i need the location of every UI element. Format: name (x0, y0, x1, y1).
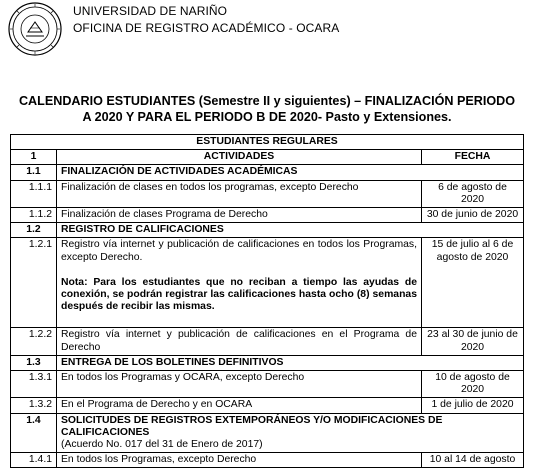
calendar-table (10, 134, 524, 468)
section-title: REGISTRO DE CALIFICACIONES (57, 223, 524, 238)
table-row (11, 238, 524, 328)
table-header-row (11, 150, 524, 165)
header-date: FECHA (422, 150, 524, 165)
table-row (11, 398, 524, 413)
row-activity: En todos los Programas, excepto Derecho (57, 453, 422, 468)
institution-name: UNIVERSIDAD DE NARIÑO (73, 4, 228, 18)
section-row (11, 413, 524, 453)
table-row (11, 371, 524, 398)
section-title: FINALIZACIÓN DE ACTIVIDADES ACADÉMICAS (57, 165, 524, 180)
row-date: 1 de julio de 2020 (422, 398, 524, 413)
row-date: 15 de julio al 6 de agosto de 2020 (422, 238, 524, 328)
row-number: 1.4.1 (11, 453, 57, 468)
document-title (0, 93, 534, 125)
row-activity-cell (57, 238, 422, 328)
row-activity: En el Programa de Derecho y en OCARA (57, 398, 422, 413)
table-row (11, 453, 524, 468)
section-row (11, 223, 524, 238)
section-title: ENTREGA DE LOS BOLETINES DEFINITIVOS (57, 355, 524, 370)
section-title-cell (57, 413, 524, 453)
university-seal-icon (8, 2, 62, 56)
row-date: 23 al 30 de junio de 2020 (422, 328, 524, 355)
row-date: 6 de agosto de 2020 (422, 180, 524, 207)
section-number: 1.1 (11, 165, 57, 180)
table-row (11, 208, 524, 223)
row-date: 10 de agosto de 2020 (422, 371, 524, 398)
row-activity: Registro vía internet y publicación de calificaciones en el Programa de Derecho (57, 328, 422, 355)
document-header (0, 0, 534, 80)
office-name: OFICINA DE REGISTRO ACADÉMICO - OCARA (73, 21, 340, 35)
row-number: 1.2.1 (11, 238, 57, 328)
row-date: 10 al 14 de agosto (422, 453, 524, 468)
header-number: 1 (11, 150, 57, 165)
row-number: 1.2.2 (11, 328, 57, 355)
section-number: 1.4 (11, 413, 57, 453)
section-subtitle: (Acuerdo No. 017 del 31 de Enero de 2017) (61, 439, 263, 451)
row-activity: En todos los Programas y OCARA, excepto Derecho (57, 371, 422, 398)
section-number: 1.3 (11, 355, 57, 370)
row-activity: Finalización de clases Programa de Derecho (57, 208, 422, 223)
row-number: 1.3.1 (11, 371, 57, 398)
row-date: 30 de junio de 2020 (422, 208, 524, 223)
title-line-1: CALENDARIO ESTUDIANTES (Semestre II y siguientes) – FINALIZACIÓN PERIODO (18, 94, 516, 108)
table-caption-row (11, 135, 524, 150)
header-activities: ACTIVIDADES (57, 150, 422, 165)
row-number: 1.1.2 (11, 208, 57, 223)
row-note: Nota: Para los estudiantes que no reciban a tiempo las ayudas de conexión, se podrán registrar las calificaciones hasta ocho (8) semanas después de recibir las mismas. (61, 276, 417, 313)
section-row (11, 355, 524, 370)
row-activity: Finalización de clases en todos los programas, excepto Derecho (57, 180, 422, 207)
row-activity: Registro vía internet y publicación de calificaciones en todos los Programas, excepto Derecho. (61, 239, 417, 263)
row-number: 1.3.2 (11, 398, 57, 413)
row-number: 1.1.1 (11, 180, 57, 207)
title-line-2: A 2020 Y PARA EL PERIODO B DE 2020- Pasto y Extensiones. (82, 110, 452, 124)
table-row (11, 328, 524, 355)
section-title: SOLICITUDES DE REGISTROS EXTEMPORÁNEOS Y/O MODIFICACIONES DE CALIFICACIONES (61, 414, 443, 438)
table-row (11, 180, 524, 207)
table-caption: ESTUDIANTES REGULARES (11, 135, 524, 150)
section-row (11, 165, 524, 180)
section-number: 1.2 (11, 223, 57, 238)
